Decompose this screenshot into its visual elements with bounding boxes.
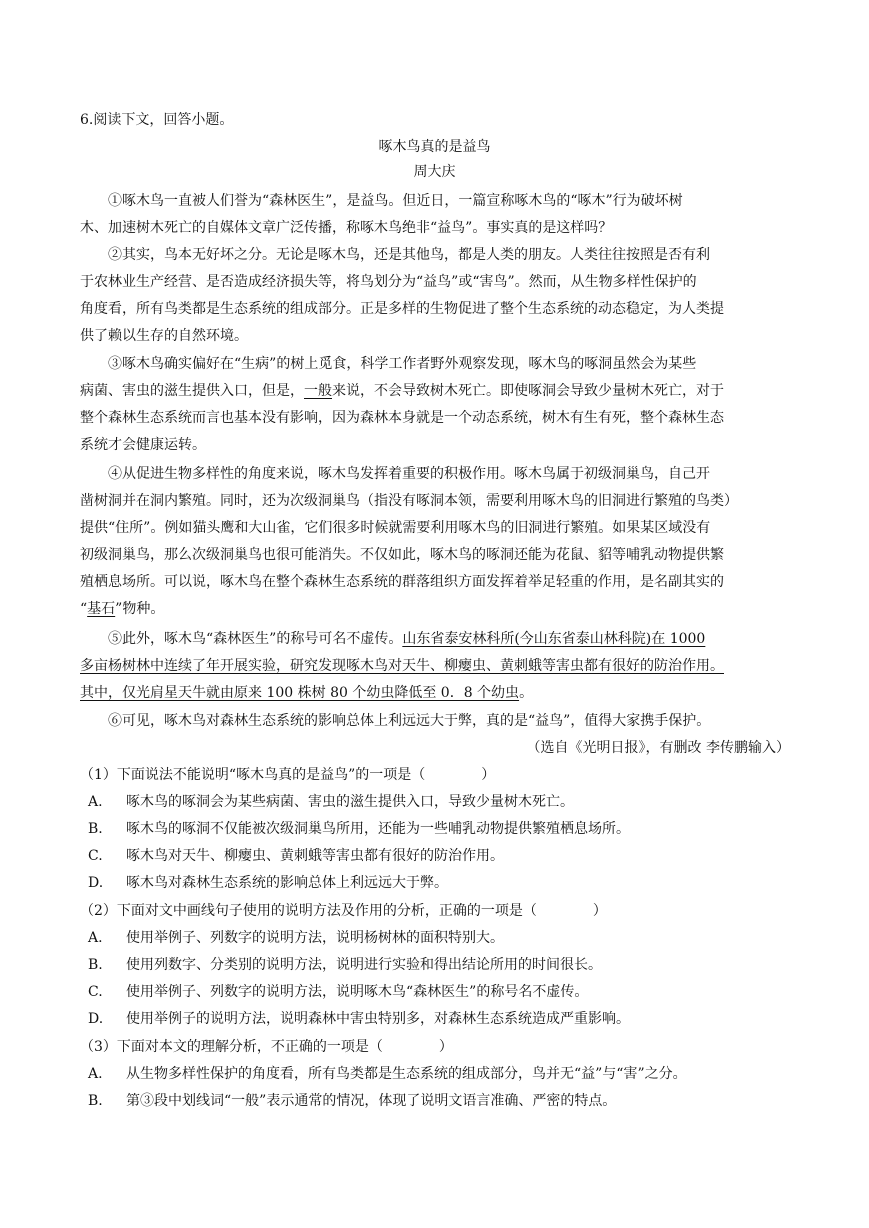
- paragraph-4-line-6: [80, 599, 790, 619]
- paragraph-4-line-4: 初级洞巢鸟，那么次级洞巢鸟也很可能消失。不仅如此，啄木鸟的啄洞还能为花鼠、貂等哺乳动物提供繁: [80, 547, 724, 563]
- question-2-option-d: D. 使用举例子的说明方法，说明森林中害虫特别多，对森林生态系统造成严重影响。: [88, 1011, 630, 1027]
- underlined-sentence-part-2: 多亩杨树林中连续了年开展实验，研究发现啄木鸟对天牛、柳瘿虫、黄刺蛾等害虫都有很好的防治作用。: [80, 658, 724, 674]
- question-3-option-a: A. 从生物多样性保护的角度看，所有鸟类都是生态系统的组成部分，鸟并无“益”与“害”之分。: [88, 1066, 687, 1082]
- question-2-stem: （2）下面对文中画线句子使用的说明方法及作用的分析，正确的一项是（ ）: [80, 903, 607, 919]
- paragraph-1-line-1: ①啄木鸟一直被人们誉为“森林医生”，是益鸟。但近日，一篇宣称啄木鸟的“啄木”行为破坏树: [108, 193, 683, 209]
- question-2-option-c: C. 使用举例子、列数字的说明方法，说明啄木鸟“森林医生”的称号名不虚传。: [88, 984, 589, 1000]
- underlined-word-jishi: 基石: [87, 601, 116, 617]
- question-3-stem: （3）下面对本文的理解分析，不正确的一项是（ ）: [80, 1039, 453, 1055]
- question-1-option-c: C. 啄木鸟对天牛、柳瘿虫、黄刺蛾等害虫都有很好的防治作用。: [88, 848, 504, 864]
- paragraph-4-line-1: ④从促进生物多样性的角度来说，啄木鸟发挥着重要的积极作用。啄木鸟属于初级洞巢鸟，自己开: [108, 466, 710, 482]
- paragraph-3-line-1: ③啄木鸟确实偏好在“生病”的树上觅食，科学工作者野外观察发现，啄木鸟的啄洞虽然会为某些: [108, 356, 697, 372]
- question-1-option-a: A. 啄木鸟的啄洞会为某些病菌、害虫的滋生提供入口，导致少量树木死亡。: [88, 794, 574, 810]
- question-header: 6.阅读下文，回答小题。: [80, 112, 234, 128]
- article-source: （选自《光明日报》，有删改 李传鹏输入）: [526, 740, 790, 756]
- underlined-sentence-part-3: 其中，仅光肩星天牛就由原来 100 株树 80 个幼虫降低至 0．8 个幼虫: [80, 685, 520, 701]
- quote-open: “: [80, 601, 88, 617]
- paragraph-5-line-1: [80, 629, 790, 649]
- paragraph-5-text-a: ⑤此外，啄木鸟“森林医生”的称号可名不虚传。: [108, 631, 403, 647]
- paragraph-2-line-4: 供了赖以生存的自然环境。: [80, 328, 248, 344]
- paragraph-5-line-3: [80, 683, 790, 703]
- underlined-sentence-part-1: 山东省泰安林科所(今山东省泰山林科院)在 1000: [402, 631, 706, 647]
- question-2-option-b: B. 使用列数字、分类别的说明方法，说明进行实验和得出结论所用的时间很长。: [88, 957, 602, 973]
- question-1-option-b: B. 啄木鸟的啄洞不仅能被次级洞巢鸟所用，还能为一些哺乳动物提供繁殖栖息场所。: [88, 821, 630, 837]
- paragraph-3-line-4: 系统才会健康运转。: [80, 437, 206, 453]
- paragraph-3-line-3: 整个森林生态系统而言也基本没有影响，因为森林本身就是一个动态系统，树木有生有死，整个森林生态: [80, 410, 724, 426]
- paragraph-2-line-3: 角度看，所有鸟类都是生态系统的组成部分。正是多样的生物促进了整个生态系统的动态稳定，为人类提: [80, 301, 724, 317]
- paragraph-2-line-2: 于农林业生产经营、是否造成经济损失等，将鸟划分为“益鸟”或“害鸟”。然而，从生物多样性保护的: [80, 274, 697, 290]
- paragraph-6-line-1: ⑥可见，啄木鸟对森林生态系统的影响总体上利远远大于弊，真的是“益鸟”，值得大家携手保护。: [108, 713, 711, 729]
- question-1-stem: （1）下面说法不能说明“啄木鸟真的是益鸟”的一项是（ ）: [80, 767, 496, 783]
- question-3-option-b: B. 第③段中划线词“一般”表示通常的情况，体现了说明文语言准确、严密的特点。: [88, 1093, 617, 1109]
- underlined-word-yiban: 一般: [304, 383, 332, 399]
- question-2-option-a: A. 使用举例子、列数字的说明方法，说明杨树林的面积特别大。: [88, 930, 504, 946]
- article-author: 周大庆: [413, 164, 456, 180]
- paragraph-3-text-a: 病菌、害虫的滋生提供入口，但是，: [80, 383, 304, 399]
- paragraph-1-line-2: 木、加速树木死亡的自媒体文章广泛传播，称啄木鸟绝非“益鸟”。事实真的是这样吗？: [80, 220, 613, 236]
- paragraph-3-line-2: [80, 381, 790, 401]
- paragraph-4-text-end: ”物种。: [115, 601, 165, 617]
- paragraph-3-text-b: 来说，不会导致树木死亡。即使啄洞会导致少量树木死亡，对于: [332, 383, 724, 399]
- question-1-option-d: D. 啄木鸟对森林生态系统的影响总体上利远远大于弊。: [88, 875, 448, 891]
- paragraph-5-line-2: [80, 656, 790, 676]
- paragraph-4-line-3: 提供“住所”。例如猫头鹰和大山雀，它们很多时候就需要利用啄木鸟的旧洞进行繁殖。如果某区域没有: [80, 520, 711, 536]
- article-title: 啄木鸟真的是益鸟: [378, 139, 491, 155]
- paragraph-5-end-mark: 。: [519, 685, 534, 701]
- paragraph-4-line-5: 殖栖息场所。可以说，啄木鸟在整个森林生态系统的群落组织方面发挥着举足轻重的作用，是名副其实的: [80, 574, 724, 590]
- paragraph-4-line-2: 凿树洞并在洞内繁殖。同时，还为次级洞巢鸟（指没有啄洞本领，需要利用啄木鸟的旧洞进行繁殖的鸟类）: [80, 493, 738, 509]
- paragraph-2-line-1: ②其实，鸟本无好坏之分。无论是啄木鸟，还是其他鸟，都是人类的朋友。人类往往按照是否有利: [108, 247, 710, 263]
